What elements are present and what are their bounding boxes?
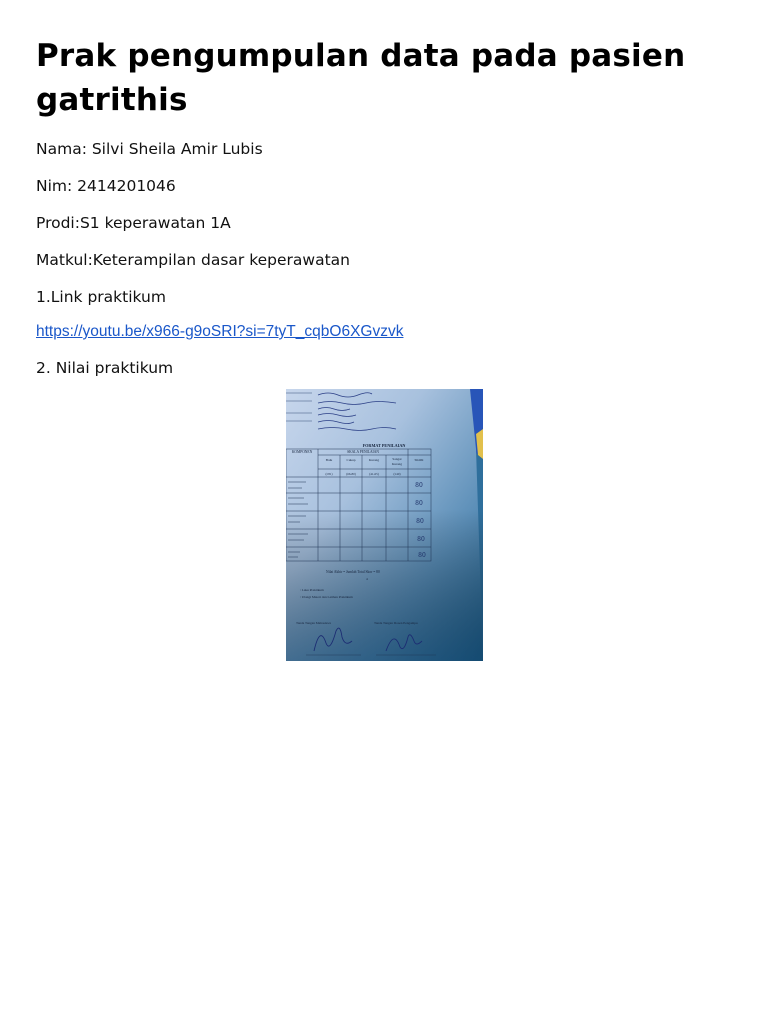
keterangan-1: : Laku Praktikum <box>300 588 324 592</box>
sign-mahasiswa-label: Tanda Tangan Mahasiswa <box>296 621 332 625</box>
nilai-akhir: Nilai Akhir = Jumlah Total Skor = 80 <box>326 570 380 574</box>
nim-field: Nim: 2414201046 <box>36 177 176 195</box>
sign-dosen-label: Tanda Tangan Dosen Pengampu <box>374 621 418 625</box>
col-sangat-kurang: Kurang <box>391 462 403 466</box>
score-3: 80 <box>416 518 424 525</box>
col-baik: Baik <box>325 458 333 462</box>
assessment-form-image <box>286 389 483 661</box>
range-kurang: (41-65) <box>369 472 379 476</box>
youtube-link[interactable]: https://youtu.be/x966-g9oSRI?si=7tyT_cqbO6XGvzvk <box>36 323 404 340</box>
nilai-akhir-divisor: 4 <box>366 577 368 581</box>
document-page <box>36 0 736 379</box>
range-sangat-kurang: (≤40) <box>393 472 401 476</box>
page-title: Prak pengumpulan data pada pasien gatrithis <box>36 38 686 118</box>
matkul-field: Matkul:Keterampilan dasar keperawatan <box>36 251 351 269</box>
col-cukup: Cukup <box>346 458 356 462</box>
score-1: 80 <box>415 482 423 489</box>
nama-field: Nama: Silvi Sheila Amir Lubis <box>36 140 263 158</box>
nilai-heading: 2. Nilai praktikum <box>36 359 174 377</box>
form-title: FORMAT PENILAIAN <box>362 443 406 448</box>
assessment-photo <box>286 389 483 661</box>
score-5: 80 <box>418 552 426 559</box>
col-scale: SKALA PENILAIAN <box>347 450 379 454</box>
col-kurang: Kurang <box>368 458 380 462</box>
col-skor: SKOR <box>414 458 424 462</box>
range-cukup: (66-80) <box>346 472 356 476</box>
col-component: KOMPONEN <box>291 450 313 454</box>
link-heading: 1.Link praktikum <box>36 288 166 306</box>
keterangan-2: : Ulangi Materi dan Latihan Praktikum <box>300 595 353 599</box>
score-2: 80 <box>415 500 423 507</box>
prodi-field: Prodi:S1 keperawatan 1A <box>36 214 231 232</box>
col-sangat: Sangat <box>392 457 402 461</box>
score-4: 80 <box>417 536 425 543</box>
range-baik: (≥81) <box>325 472 333 476</box>
